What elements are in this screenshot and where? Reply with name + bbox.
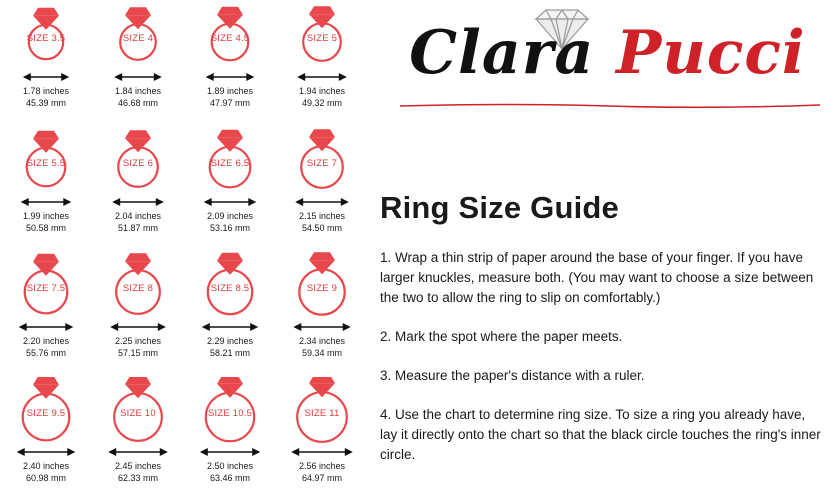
ring-size-label: SIZE 8 <box>122 283 154 294</box>
ring-size-cell <box>276 250 368 375</box>
measure-inches: 2.45 inches <box>114 461 162 471</box>
measure-mm: 60.98 mm <box>25 472 67 483</box>
measure-inches: 2.40 inches <box>22 461 70 471</box>
ring-size-cell <box>276 375 368 500</box>
ring-measurements <box>184 336 276 359</box>
page-title: Ring Size Guide <box>380 190 619 225</box>
diameter-arrow <box>0 320 92 334</box>
ring-illustration <box>92 0 184 72</box>
guide-section <box>380 190 825 484</box>
diameter-arrow <box>184 445 276 459</box>
measure-inches: 2.20 inches <box>22 336 70 346</box>
measure-mm: 46.68 mm <box>117 97 159 108</box>
ring-measurements <box>0 86 92 109</box>
ring-measurements <box>276 86 368 109</box>
ring-size-label: SIZE 4 <box>122 33 154 44</box>
measure-inches: 1.89 inches <box>206 86 254 96</box>
measure-inches: 2.09 inches <box>206 211 254 221</box>
measure-mm: 57.15 mm <box>117 347 159 358</box>
ring-illustration <box>184 125 276 197</box>
diameter-arrow <box>92 70 184 84</box>
diameter-arrow <box>92 195 184 209</box>
logo-underline-flourish <box>400 96 820 99</box>
diameter-arrow <box>276 445 368 459</box>
diameter-arrow <box>0 70 92 84</box>
ring-size-cell <box>276 0 368 125</box>
measure-mm: 64.97 mm <box>301 472 343 483</box>
measure-inches: 1.94 inches <box>298 86 346 96</box>
ring-size-cell <box>184 250 276 375</box>
ring-size-cell <box>92 250 184 375</box>
ring-size-label: SIZE 8.5 <box>210 283 250 294</box>
ring-measurements <box>92 211 184 234</box>
ring-size-label: SIZE 3.5 <box>26 33 66 44</box>
ring-size-label: SIZE 5.5 <box>26 158 66 169</box>
ring-measurements <box>0 211 92 234</box>
ring-illustration <box>0 125 92 197</box>
guide-step-2: 2. Mark the spot where the paper meets. <box>380 329 623 344</box>
measure-mm: 47.97 mm <box>209 97 251 108</box>
measure-mm: 50.58 mm <box>25 222 67 233</box>
ring-size-label: SIZE 6.5 <box>210 158 250 169</box>
measure-inches: 2.15 inches <box>298 211 346 221</box>
ring-measurements <box>0 336 92 359</box>
ring-illustration <box>0 250 92 322</box>
ring-size-label: SIZE 9.5 <box>26 408 66 419</box>
ring-size-cell <box>92 125 184 250</box>
ring-size-label: SIZE 4.5 <box>210 33 250 44</box>
guide-step-4: 4. Use the chart to determine ring size. To size a ring you already have, lay it directly onto the chart so that the black circle touches the ring's inner circle. <box>380 407 821 462</box>
measure-mm: 63.46 mm <box>209 472 251 483</box>
ring-size-cell <box>276 125 368 250</box>
diameter-arrow <box>184 320 276 334</box>
ring-size-label: SIZE 11 <box>304 408 340 419</box>
ring-measurements <box>184 211 276 234</box>
ring-size-cell <box>0 125 92 250</box>
ring-measurements <box>184 461 276 484</box>
measure-inches: 2.56 inches <box>298 461 346 471</box>
ring-size-cell <box>92 0 184 125</box>
measure-inches: 2.04 inches <box>114 211 162 221</box>
diameter-arrow <box>92 445 184 459</box>
ring-measurements <box>276 461 368 484</box>
ring-measurements <box>0 461 92 484</box>
diameter-arrow <box>276 70 368 84</box>
ring-measurements <box>276 336 368 359</box>
ring-illustration <box>184 0 276 72</box>
measure-mm: 54.50 mm <box>301 222 343 233</box>
diameter-arrow <box>0 195 92 209</box>
ring-illustration <box>276 0 368 72</box>
ring-size-label: SIZE 6 <box>122 158 154 169</box>
ring-size-label: SIZE 5 <box>306 33 338 44</box>
ring-size-cell <box>184 125 276 250</box>
measure-mm: 59.34 mm <box>301 347 343 358</box>
ring-measurements <box>92 461 184 484</box>
guide-step-3: 3. Measure the paper's distance with a ruler. <box>380 368 645 383</box>
brand-wordmark <box>380 18 835 88</box>
ring-size-label: SIZE 10 <box>120 408 156 419</box>
ring-size-cell <box>184 0 276 125</box>
brand-second-word: Pucci <box>616 18 806 88</box>
measure-inches: 2.50 inches <box>206 461 254 471</box>
ring-illustration <box>0 0 92 72</box>
diameter-arrow <box>0 445 92 459</box>
ring-size-label: SIZE 10.5 <box>207 408 253 419</box>
measure-mm: 62.33 mm <box>117 472 159 483</box>
ring-illustration <box>92 375 184 447</box>
ring-measurements <box>92 336 184 359</box>
diameter-arrow <box>184 70 276 84</box>
measure-inches: 2.25 inches <box>114 336 162 346</box>
ring-size-label: SIZE 9 <box>306 283 338 294</box>
ring-illustration <box>92 125 184 197</box>
diameter-arrow <box>184 195 276 209</box>
measure-mm: 53.16 mm <box>209 222 251 233</box>
brand-logo <box>380 4 835 109</box>
ring-size-label: SIZE 7 <box>306 158 338 169</box>
ring-size-cell <box>0 0 92 125</box>
ring-measurements <box>92 86 184 109</box>
ring-measurements <box>184 86 276 109</box>
brand-first-word: Clara <box>409 18 595 88</box>
ring-illustration <box>184 250 276 322</box>
diameter-arrow <box>92 320 184 334</box>
ring-size-cell <box>0 375 92 500</box>
measure-inches: 1.99 inches <box>22 211 70 221</box>
ring-illustration <box>0 375 92 447</box>
ring-illustration <box>276 375 368 447</box>
ring-size-label: SIZE 7.5 <box>26 283 66 294</box>
measure-inches: 1.78 inches <box>22 86 70 96</box>
ring-illustration <box>184 375 276 447</box>
ring-size-chart <box>0 0 368 501</box>
measure-mm: 49.32 mm <box>301 97 343 108</box>
diameter-arrow <box>276 195 368 209</box>
measure-inches: 2.29 inches <box>206 336 254 346</box>
ring-illustration <box>92 250 184 322</box>
ring-size-cell <box>92 375 184 500</box>
measure-mm: 51.87 mm <box>117 222 159 233</box>
measure-mm: 58.21 mm <box>209 347 251 358</box>
measure-mm: 45.39 mm <box>25 97 67 108</box>
ring-size-cell <box>184 375 276 500</box>
measure-mm: 55.76 mm <box>25 347 67 358</box>
guide-step-1: 1. Wrap a thin strip of paper around the base of your finger. If you have larger knuckles, measure both. (You may want to choose a size between the two to allow the ring to slip on comfortably.) <box>380 250 814 305</box>
measure-inches: 1.84 inches <box>114 86 162 96</box>
ring-measurements <box>276 211 368 234</box>
ring-illustration <box>276 125 368 197</box>
ring-size-cell <box>0 250 92 375</box>
diameter-arrow <box>276 320 368 334</box>
measure-inches: 2.34 inches <box>298 336 346 346</box>
ring-illustration <box>276 250 368 322</box>
